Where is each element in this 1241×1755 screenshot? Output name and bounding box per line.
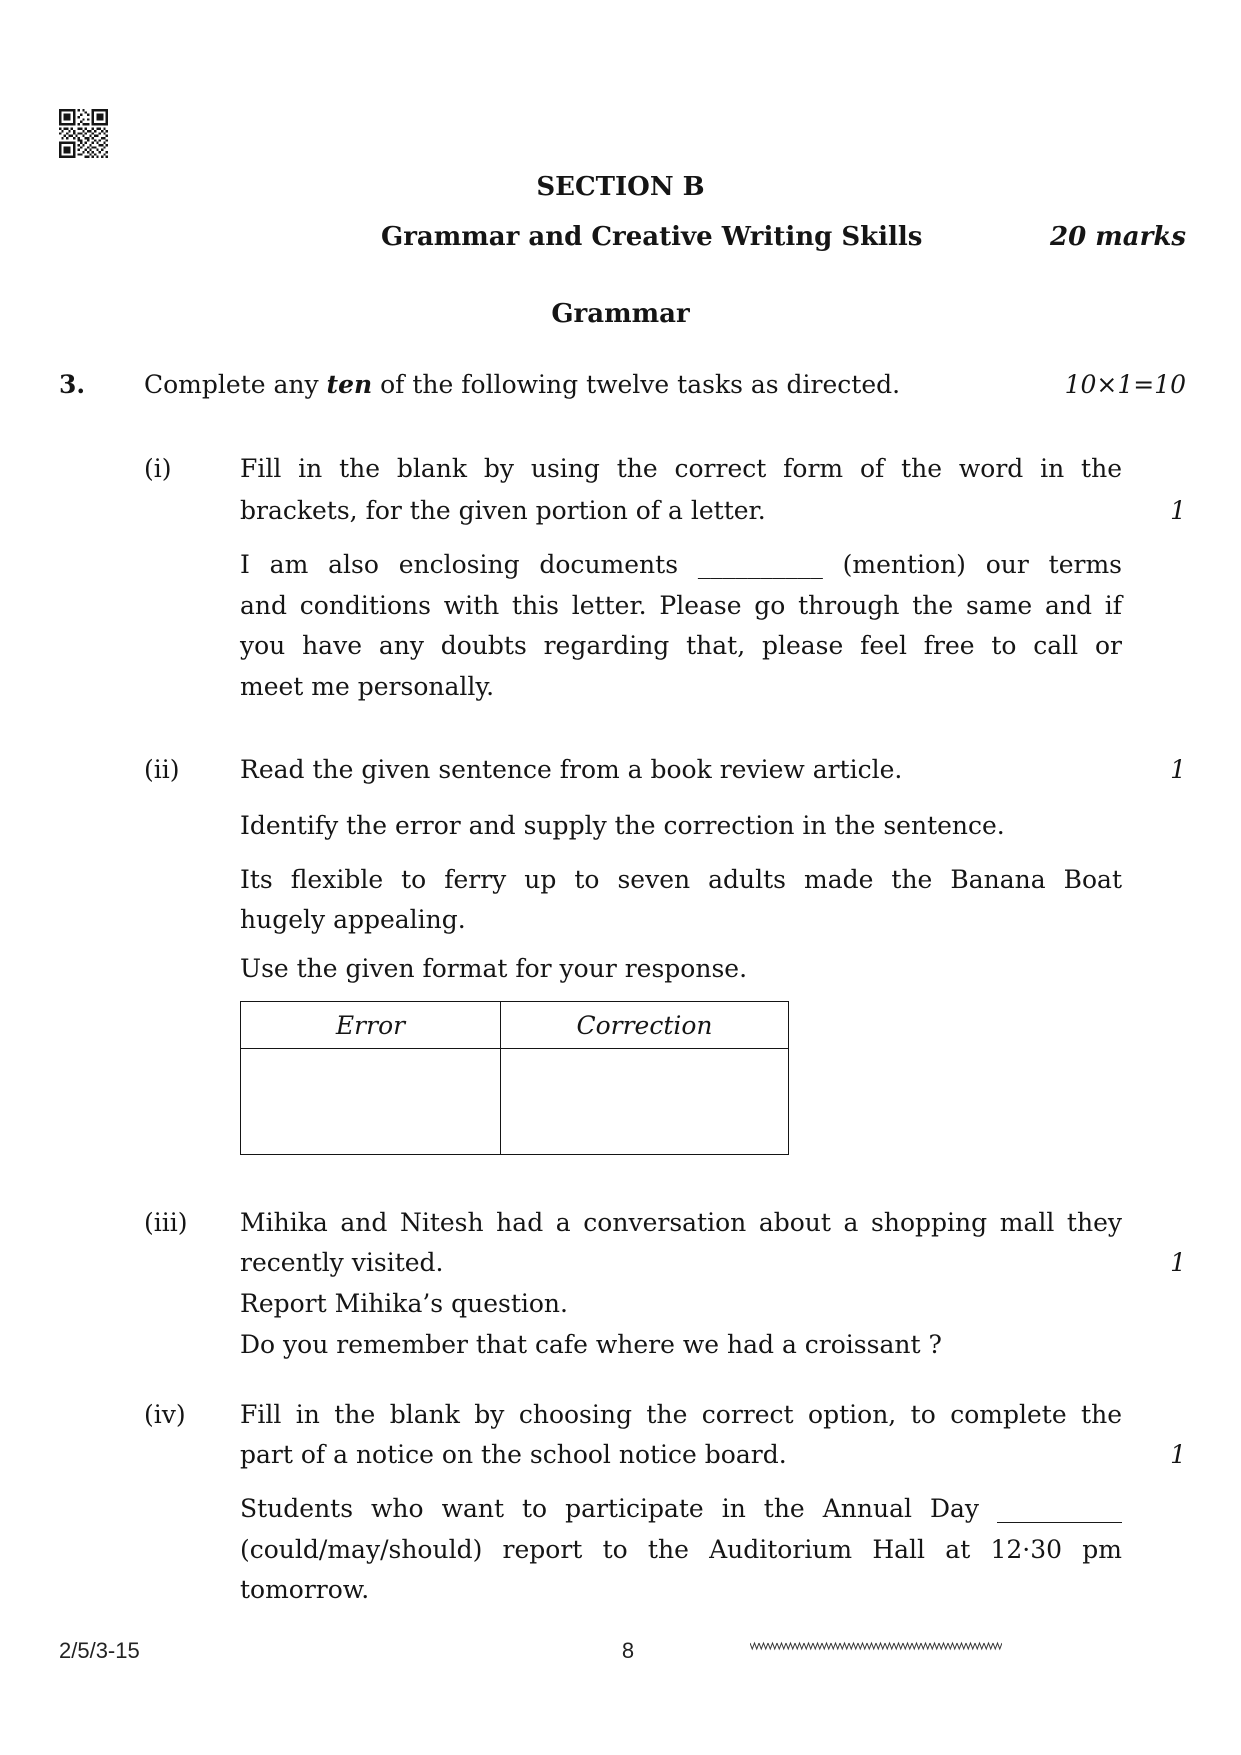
- question-instruction: [144, 365, 900, 405]
- item-1-prompt-line: Fill in the blank by using the correct form of the word in the: [240, 454, 1122, 483]
- item-2-passage-line: hugely appealing.: [240, 905, 466, 934]
- item-marks: 1: [1170, 1248, 1186, 1277]
- instruction-emphasis: ten: [326, 370, 373, 399]
- section-title: SECTION B: [536, 172, 705, 202]
- item-marks: 1: [1170, 1440, 1186, 1469]
- instruction-text-post: of the following twelve tasks as directed.: [372, 370, 901, 399]
- page-number: 8: [621, 1638, 635, 1663]
- section-marks: 20 marks: [1050, 222, 1186, 252]
- instruction-text-pre: Complete any: [144, 370, 327, 399]
- table-header-error: Error: [241, 1002, 501, 1049]
- item-1-passage-line: meet me personally.: [240, 672, 495, 701]
- table-header-correction: Correction: [501, 1002, 789, 1049]
- item-2-prompt-line: Read the given sentence from a book review article.: [240, 755, 903, 784]
- item-2-passage-line: Its flexible to ferry up to seven adults made the Banana Boat: [240, 865, 1122, 894]
- answer-cell-error: [241, 1049, 501, 1155]
- item-4-passage-line: tomorrow.: [240, 1575, 370, 1604]
- qr-code-icon: [59, 109, 108, 158]
- item-1-passage-line: I am also enclosing documents __________ (mention) our terms: [240, 550, 1122, 579]
- item-3-prompt-line: Mihika and Nitesh had a conversation about a shopping mall they: [240, 1208, 1122, 1237]
- item-label: (iv): [144, 1400, 186, 1429]
- wavy-line: [750, 1641, 1002, 1651]
- question-number: 3.: [59, 370, 86, 399]
- footer-code: 2/5/3-15: [59, 1638, 140, 1663]
- answer-table: [240, 1001, 789, 1155]
- item-2-prompt-line: Identify the error and supply the correction in the sentence.: [240, 811, 1005, 840]
- item-4-prompt-line: Fill in the blank by choosing the correct option, to complete the: [240, 1400, 1122, 1429]
- item-4-passage-line: Students who want to participate in the Annual Day __________: [240, 1494, 1122, 1523]
- item-3-prompt-line: recently visited.: [240, 1248, 444, 1277]
- item-4-prompt-line: part of a notice on the school notice board.: [240, 1440, 787, 1469]
- item-1-passage-line: you have any doubts regarding that, please feel free to call or: [240, 631, 1122, 660]
- item-label: (i): [144, 454, 172, 483]
- item-label: (iii): [144, 1208, 188, 1237]
- item-4-passage-line: (could/may/should) report to the Auditorium Hall at 12·30 pm: [240, 1535, 1122, 1564]
- answer-cell-correction: [501, 1049, 789, 1155]
- format-instruction: Use the given format for your response.: [240, 954, 748, 983]
- item-1-prompt-line: brackets, for the given portion of a letter.: [240, 496, 766, 525]
- item-3-sentence: Do you remember that cafe where we had a croissant ?: [240, 1330, 942, 1359]
- question-marks: 10×1=10: [1064, 370, 1186, 399]
- section-subtitle: Grammar and Creative Writing Skills: [381, 222, 923, 252]
- item-marks: 1: [1170, 755, 1186, 784]
- item-label: (ii): [144, 755, 180, 784]
- item-3-task: Report Mihika’s question.: [240, 1289, 568, 1318]
- item-marks: 1: [1170, 496, 1186, 525]
- part-title: Grammar: [551, 299, 690, 329]
- item-1-passage-line: and conditions with this letter. Please go through the same and if: [240, 591, 1122, 620]
